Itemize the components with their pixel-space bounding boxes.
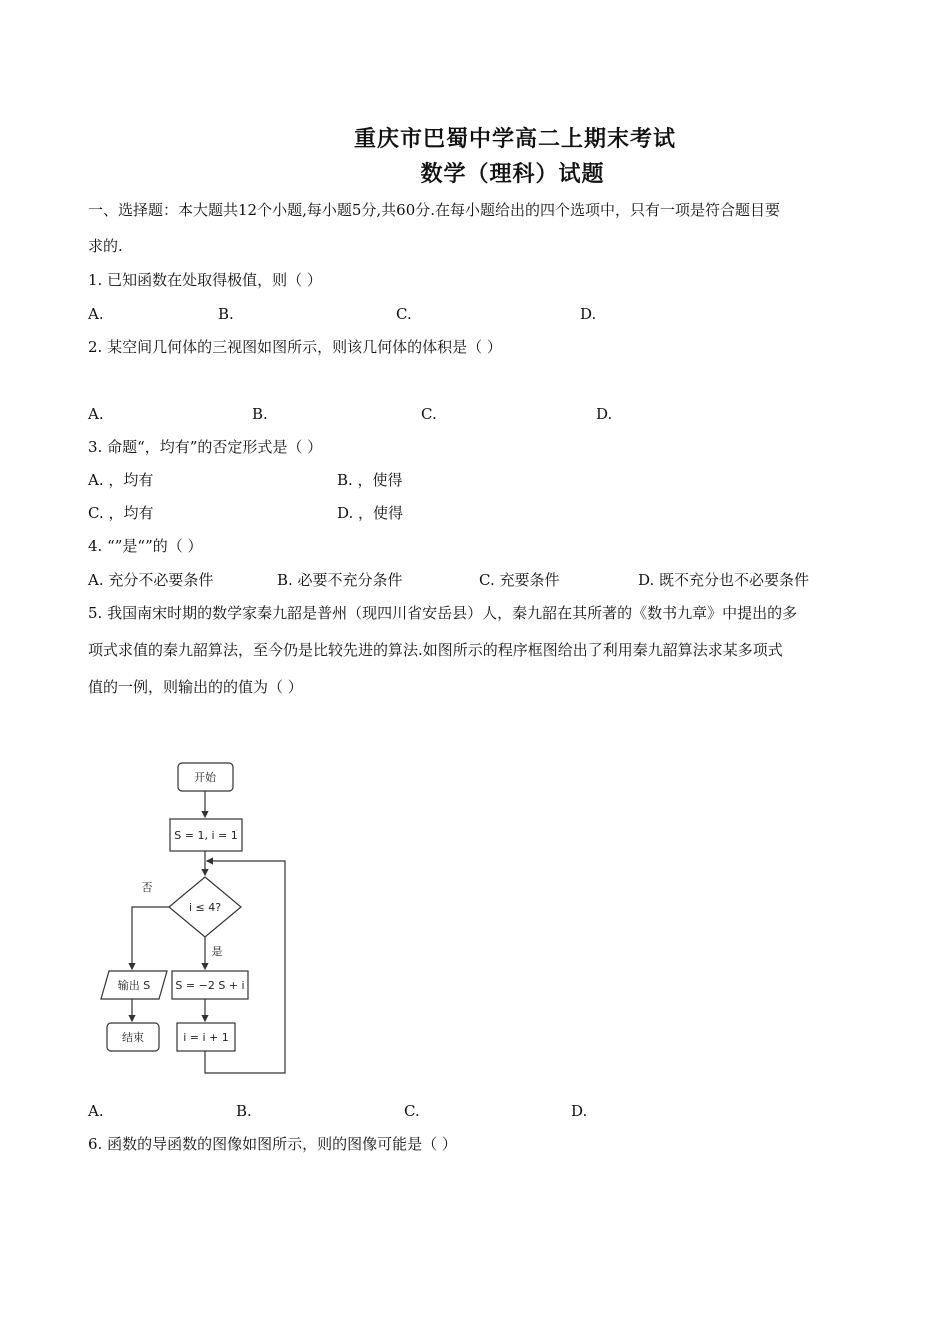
q5-option-a: A. xyxy=(88,1102,104,1120)
q2-option-d: D. xyxy=(596,405,613,423)
q3-option-c: C. ，均有 xyxy=(88,504,154,522)
q5-option-c: C. xyxy=(404,1102,420,1120)
section-intro-line2: 求的. xyxy=(88,237,123,255)
flow-yes-label: 是 xyxy=(211,945,223,958)
q5-option-b: B. xyxy=(236,1102,252,1120)
q1-option-c: C. xyxy=(396,305,412,323)
q2-option-a: A. xyxy=(88,405,104,423)
q2-option-c: C. xyxy=(421,405,437,423)
flow-condition-label: i ≤ 4? xyxy=(188,901,222,914)
flow-update-s-label: S = −2 S + i xyxy=(175,979,245,992)
exam-subtitle: 数学（理科）试题 xyxy=(420,161,605,187)
q1-option-a: A. xyxy=(88,305,104,323)
q5-line3: 值的一例，则输出的的值为（ ） xyxy=(88,678,303,696)
q5-line2: 项式求值的秦九韶算法，至今仍是比较先进的算法.如图所示的程序框图给出了利用秦九韶算法求某多项式 xyxy=(88,641,783,659)
q4-option-b: B. 必要不充分条件 xyxy=(277,571,403,589)
flow-update-i-label: i = i + 1 xyxy=(183,1031,229,1044)
flow-start-label: 开始 xyxy=(194,771,216,784)
exam-title: 重庆市巴蜀中学高二上期末考试 xyxy=(353,126,676,152)
q4-stem: 4. “”是“”的（ ） xyxy=(88,537,203,555)
section-intro-line1: 一、选择题：本大题共12个小题,每小题5分,共60分.在每小题给出的四个选项中，只有一项是符合题目要 xyxy=(88,201,781,219)
q1-option-d: D. xyxy=(580,305,597,323)
flowchart xyxy=(95,755,305,1085)
flow-no-label: 否 xyxy=(141,881,153,894)
flow-output-label: 输出 S xyxy=(117,979,151,992)
q5-option-d: D. xyxy=(571,1102,588,1120)
q6-stem: 6. 函数的导函数的图像如图所示，则的图像可能是（ ） xyxy=(88,1135,457,1153)
flow-init-label: S = 1, i = 1 xyxy=(174,829,238,842)
flow-end-label: 结束 xyxy=(122,1031,144,1044)
q2-option-b: B. xyxy=(252,405,268,423)
q1-stem: 1. 已知函数在处取得极值，则（ ） xyxy=(88,271,322,289)
q3-stem: 3. 命题“，均有”的否定形式是（ ） xyxy=(88,438,323,456)
q4-option-c: C. 充要条件 xyxy=(479,571,560,589)
q2-stem: 2. 某空间几何体的三视图如图所示，则该几何体的体积是（ ） xyxy=(88,338,502,356)
q4-option-d: D. 既不充分也不必要条件 xyxy=(638,571,810,589)
q1-option-b: B. xyxy=(218,305,234,323)
q5-line1: 5. 我国南宋时期的数学家秦九韶是普州（现四川省安岳县）人，秦九韶在其所著的《数书九章》中提出的多 xyxy=(88,604,798,622)
q3-option-b: B. ，使得 xyxy=(337,471,403,489)
q3-option-a: A. ，均有 xyxy=(88,471,154,489)
q3-option-d: D. ，使得 xyxy=(337,504,404,522)
q4-option-a: A. 充分不必要条件 xyxy=(88,571,214,589)
